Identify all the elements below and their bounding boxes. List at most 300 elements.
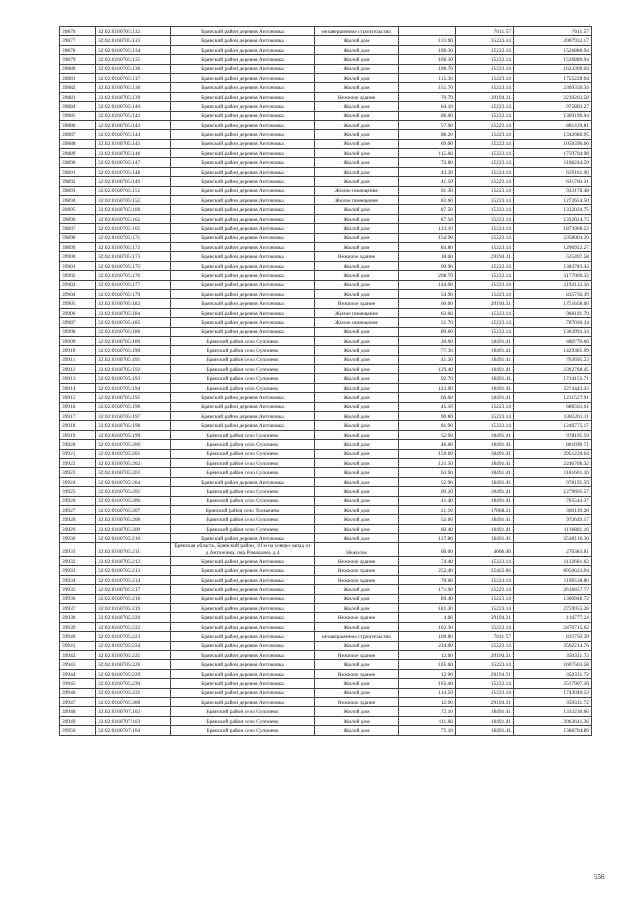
table-row — [60, 271, 592, 280]
row-number-cell: 39932 — [60, 557, 96, 566]
object-type-cell: Жилой дом — [315, 707, 399, 716]
area-cell: 64.10 — [399, 102, 456, 111]
object-type-cell: Жилой дом — [315, 111, 399, 120]
cadastral-number-cell: 32:02:0160705:222 — [96, 622, 171, 631]
address-cell: Брянская область, Брянский район, 10 м на северо-запад от д.Антоновка, пер.Ромашина, д.4 — [171, 543, 315, 557]
area-cell: 181.30 — [399, 604, 456, 613]
cadastral-value-cell: 2192132.16 — [514, 280, 592, 289]
row-number-cell: 39906 — [60, 308, 96, 317]
registry-sheet — [59, 26, 591, 736]
object-type-cell: Жилой дом — [315, 261, 399, 270]
cadastral-value-cell: 2063641.36 — [514, 716, 592, 725]
cadastral-number-cell: 32:02:0160705:144 — [96, 130, 171, 139]
object-type-cell: Жилое помещение — [315, 196, 399, 205]
cadastral-number-cell: 32:02:0160705:177 — [96, 280, 171, 289]
row-number-cell: 39902 — [60, 271, 96, 280]
object-type-cell: Жилой дом — [315, 158, 399, 167]
cadastral-number-cell: 32:02:0160705:206 — [96, 496, 171, 505]
unit-value-cell: 29194.31 — [456, 650, 514, 659]
unit-value-cell: 18491.41 — [456, 707, 514, 716]
row-number-cell: 39897 — [60, 224, 96, 233]
address-cell: Брянский район деревня Антоновка — [171, 55, 315, 64]
address-cell: Брянский район деревня Антоновка — [171, 27, 315, 36]
object-type-cell: Жилой дом — [315, 726, 399, 735]
object-type-cell: Жилой дом — [315, 120, 399, 129]
address-cell: Брянский район деревня Антоновка — [171, 233, 315, 242]
row-number-cell: 39947 — [60, 697, 96, 706]
unit-value-cell: 15223.14 — [456, 318, 514, 327]
address-cell: Брянский район деревня Антоновка — [171, 641, 315, 650]
address-cell: Брянский район деревня Антоновка — [171, 604, 315, 613]
object-type-cell: Жилой дом — [315, 224, 399, 233]
cadastral-number-cell: 32:02:0160705:132 — [96, 27, 171, 36]
cadastral-number-cell: 32:02:0160705:146 — [96, 149, 171, 158]
table-row — [60, 440, 592, 449]
row-number-cell: 39889 — [60, 149, 96, 158]
address-cell: Брянский район деревня Антоновка — [171, 308, 315, 317]
unit-value-cell: 18491.41 — [456, 534, 514, 543]
unit-value-cell: 15223.14 — [456, 167, 514, 176]
area-cell: 12.00 — [399, 650, 456, 659]
row-number-cell: 39887 — [60, 130, 96, 139]
object-type-cell: Жилой дом — [315, 271, 399, 280]
table-row — [60, 604, 592, 613]
table-row — [60, 252, 592, 261]
table-row — [60, 402, 592, 411]
cadastral-value-cell: 1751658.60 — [514, 299, 592, 308]
address-cell: Брянский район деревня Антоновка — [171, 280, 315, 289]
address-cell: Брянский район деревня Антоновка — [171, 92, 315, 101]
cadastral-number-cell: 32:02:0160705:193 — [96, 374, 171, 383]
table-row — [60, 233, 592, 242]
address-cell: Брянский район деревня Антоновка — [171, 83, 315, 92]
table-row — [60, 327, 592, 336]
unit-value-cell: 15223.14 — [456, 196, 514, 205]
cadastral-value-cell: 1363993.34 — [514, 327, 592, 336]
cadastral-number-cell: 32:02:0160705:194 — [96, 383, 171, 392]
table-row — [60, 45, 592, 54]
object-type-cell: Жилое помещение — [315, 308, 399, 317]
cadastral-value-cell: 116777.24 — [514, 613, 592, 622]
address-cell: Брянский район деревня Антоновка — [171, 158, 315, 167]
cadastral-value-cell: 1607563.58 — [514, 660, 592, 669]
table-row — [60, 355, 592, 364]
address-cell: Брянский район деревня Антоновка — [171, 697, 315, 706]
area-cell: 89.60 — [399, 327, 456, 336]
object-type-cell: Жилой дом — [315, 289, 399, 298]
area-cell: 54.90 — [399, 289, 456, 298]
area-cell: 90.90 — [399, 261, 456, 270]
unit-value-cell: 15223.14 — [456, 280, 514, 289]
area-cell — [399, 27, 456, 36]
unit-value-cell: 7611.57 — [456, 632, 514, 641]
row-number-cell: 39944 — [60, 669, 96, 678]
address-cell: Брянский район деревня Антоновка — [171, 214, 315, 223]
area-cell: 86.00 — [399, 111, 456, 120]
unit-value-cell: 18491.41 — [456, 440, 514, 449]
area-cell: 109.80 — [399, 632, 456, 641]
unit-value-cell: 15223.14 — [456, 679, 514, 688]
table-row — [60, 458, 592, 467]
cadastral-value-cell: 1342680.95 — [514, 130, 592, 139]
cadastral-value-cell: 350331.72 — [514, 650, 592, 659]
object-type-cell: Жилой дом — [315, 412, 399, 421]
table-row — [60, 120, 592, 129]
table-row — [60, 336, 592, 345]
cadastral-number-cell: 32:02:0160705:207 — [96, 505, 171, 514]
row-number-cell: 39890 — [60, 158, 96, 167]
cadastral-number-cell: 32:02:0160705:192 — [96, 365, 171, 374]
area-cell: 74.40 — [399, 557, 456, 566]
area-cell: 66.60 — [399, 393, 456, 402]
address-cell: Брянский район село Супонево — [171, 430, 315, 439]
unit-value-cell: 15223.14 — [456, 688, 514, 697]
area-cell: 137.80 — [399, 534, 456, 543]
area-cell: 83.60 — [399, 196, 456, 205]
table-row — [60, 660, 592, 669]
unit-value-cell: 15223.14 — [456, 120, 514, 129]
unit-value-cell: 18491.41 — [456, 393, 514, 402]
cadastral-number-cell: 32:02:0160705:137 — [96, 73, 171, 82]
cadastral-value-cell: 1279605.57 — [514, 487, 592, 496]
cadastral-value-cell: 1132601.62 — [514, 557, 592, 566]
object-type-cell: Жилой дом — [315, 45, 399, 54]
unit-value-cell: 15223.14 — [456, 205, 514, 214]
area-cell: 159.60 — [399, 449, 456, 458]
unit-value-cell: 18491.41 — [456, 524, 514, 533]
cadastral-number-cell: 32:02:0160705:204 — [96, 477, 171, 486]
cadastral-number-cell: 32:02:0160705:200 — [96, 440, 171, 449]
row-number-cell: 39878 — [60, 45, 96, 54]
address-cell: Брянский район село Супонево — [171, 440, 315, 449]
cadastral-value-cell: 1873968.53 — [514, 224, 592, 233]
object-type-cell: Жилой дом — [315, 468, 399, 477]
cadastral-number-cell: 32:02:0160705:199 — [96, 430, 171, 439]
row-number-cell: 39922 — [60, 458, 96, 467]
unit-value-cell: 17068.21 — [456, 505, 514, 514]
cadastral-number-cell: 32:02:0160705:175 — [96, 261, 171, 270]
unit-value-cell: 18491.41 — [456, 468, 514, 477]
object-type-cell: Нежилое здание — [315, 650, 399, 659]
cadastral-number-cell: 32:02:0160705:191 — [96, 355, 171, 364]
cadastral-number-cell: 32:02:0160705:176 — [96, 271, 171, 280]
area-cell: 41.30 — [399, 355, 456, 364]
cadastral-number-cell: 32:02:0160705:210 — [96, 534, 171, 543]
table-row — [60, 318, 592, 327]
table-row — [60, 534, 592, 543]
cadastral-number-cell: 32:02:0160705:151 — [96, 186, 171, 195]
area-cell: 87.50 — [399, 205, 456, 214]
table-row — [60, 102, 592, 111]
address-cell: Брянский район село Супонево — [171, 336, 315, 345]
unit-value-cell: 15223.14 — [456, 36, 514, 45]
object-type-cell: Жилой дом — [315, 393, 399, 402]
cadastral-value-cell: 933178.48 — [514, 186, 592, 195]
area-cell: 111.60 — [399, 716, 456, 725]
object-type-cell: Жилой дом — [315, 130, 399, 139]
address-cell: Брянский район деревня Антоновка — [171, 252, 315, 261]
cadastral-value-cell: 1116881.16 — [514, 524, 592, 533]
cadastral-value-cell: 1759794.98 — [514, 149, 592, 158]
cadastral-number-cell: 32:02:0160705:162 — [96, 214, 171, 223]
cadastral-value-cell: 659161.96 — [514, 167, 592, 176]
unit-value-cell: 15223.14 — [456, 271, 514, 280]
cadastral-number-cell: 32:02:0160705:202 — [96, 458, 171, 467]
unit-value-cell: 15223.14 — [456, 224, 514, 233]
area-cell: 171.90 — [399, 585, 456, 594]
row-number-cell: 39912 — [60, 365, 96, 374]
unit-value-cell: 29194.31 — [456, 697, 514, 706]
row-number-cell: 39924 — [60, 477, 96, 486]
address-cell: Брянский район деревня Антоновка — [171, 242, 315, 251]
object-type-cell: Нежилое здание — [315, 669, 399, 678]
object-type-cell: Жилой дом — [315, 327, 399, 336]
unit-value-cell: 15223.14 — [456, 575, 514, 584]
address-cell: Брянский район село Супонево — [171, 383, 315, 392]
cadastral-value-cell: 978195.59 — [514, 430, 592, 439]
unit-value-cell: 18491.41 — [456, 346, 514, 355]
cadastral-value-cell: 835750.39 — [514, 289, 592, 298]
object-type-cell: Жилой дом — [315, 280, 399, 289]
cadastral-value-cell: 2392788.45 — [514, 365, 592, 374]
table-row — [60, 383, 592, 392]
area-cell: 12.00 — [399, 697, 456, 706]
object-type-cell: Жилой дом — [315, 604, 399, 613]
area-cell: 51.70 — [399, 318, 456, 327]
row-number-cell: 39939 — [60, 622, 96, 631]
area-cell: 162.30 — [399, 622, 456, 631]
area-cell: 234.00 — [399, 641, 456, 650]
unit-value-cell: 18491.41 — [456, 374, 514, 383]
unit-value-cell: 18491.41 — [456, 515, 514, 524]
row-number-cell: 39877 — [60, 36, 96, 45]
cadastral-value-cell: 2239203.58 — [514, 92, 592, 101]
table-row — [60, 585, 592, 594]
unit-value-cell: 15223.14 — [456, 594, 514, 603]
table-row — [60, 716, 592, 725]
row-number-cell: 39903 — [60, 280, 96, 289]
cadastral-number-cell: 32:02:0160705:160 — [96, 205, 171, 214]
address-cell: Брянский район деревня Антоновка — [171, 196, 315, 205]
address-cell: Брянский район село Супонево — [171, 496, 315, 505]
area-cell: 129.40 — [399, 365, 456, 374]
unit-value-cell: 15223.14 — [456, 158, 514, 167]
area-cell: 87.50 — [399, 214, 456, 223]
cadastral-number-cell: 32:02:0160705:134 — [96, 45, 171, 54]
object-type-cell: Жилой дом — [315, 365, 399, 374]
area-cell: 63.90 — [399, 468, 456, 477]
unit-value-cell: 15223.14 — [456, 139, 514, 148]
cadastral-value-cell: 8950623.94 — [514, 566, 592, 575]
unit-value-cell: 15223.14 — [456, 308, 514, 317]
cadastral-number-cell: 32:02:0160705:229 — [96, 669, 171, 678]
table-row — [60, 524, 592, 533]
cadastral-value-cell: 1332024.75 — [514, 214, 592, 223]
row-number-cell: 39920 — [60, 440, 96, 449]
address-cell: Брянский район деревня Антоновка — [171, 64, 315, 73]
row-number-cell: 39913 — [60, 374, 96, 383]
object-type-cell: Нежилое здание — [315, 575, 399, 584]
unit-value-cell: 18491.41 — [456, 487, 514, 496]
unit-value-cell: 15223.14 — [456, 214, 514, 223]
area-cell: 123.10 — [399, 224, 456, 233]
row-number-cell: 39879 — [60, 55, 96, 64]
row-number-cell: 39907 — [60, 318, 96, 327]
cadastral-value-cell: 1272654.50 — [514, 196, 592, 205]
cadastral-value-cell: 1743049.53 — [514, 688, 592, 697]
cadastral-number-cell: 32:02:0160705:148 — [96, 167, 171, 176]
cadastral-number-cell: 32:02:0160705:149 — [96, 177, 171, 186]
cadastral-number-cell: 32:02:0160705:185 — [96, 318, 171, 327]
address-cell: Брянский район деревня Антоновка — [171, 688, 315, 697]
address-cell: Брянский район село Супонево — [171, 355, 315, 364]
area-cell: 105.60 — [399, 660, 456, 669]
address-cell: Брянский район село Супонево — [171, 487, 315, 496]
unit-value-cell: 18491.41 — [456, 365, 514, 374]
object-type-cell: Жилой дом — [315, 177, 399, 186]
object-type-cell: Жилой дом — [315, 430, 399, 439]
row-number-cell: 39927 — [60, 505, 96, 514]
address-cell: Брянский район деревня Антоновка — [171, 167, 315, 176]
object-type-cell: незавершенное строительство — [315, 27, 399, 36]
cadastral-number-cell: 32:02:0160705:211 — [96, 543, 171, 557]
cadastral-number-cell: 32:02:0160705:217 — [96, 585, 171, 594]
address-cell: Брянский район деревня Антоновка — [171, 594, 315, 603]
table-row — [60, 430, 592, 439]
unit-value-cell: 18491.41 — [456, 458, 514, 467]
table-row — [60, 374, 592, 383]
table-row — [60, 412, 592, 421]
unit-value-cell: 29194.31 — [456, 669, 514, 678]
cadastral-value-cell: 1714153.71 — [514, 374, 592, 383]
unit-value-cell: 18491.41 — [456, 383, 514, 392]
row-number-cell: 39940 — [60, 632, 96, 641]
cadastral-value-cell: 686563.61 — [514, 402, 592, 411]
area-cell: 72.10 — [399, 707, 456, 716]
address-cell: Брянский район деревня Антоновка — [171, 477, 315, 486]
cadastral-number-cell: 32:02:0160705:171 — [96, 233, 171, 242]
address-cell: Брянский район деревня Антоновка — [171, 585, 315, 594]
area-cell: 89.40 — [399, 594, 456, 603]
table-row — [60, 613, 592, 622]
area-cell: 151.70 — [399, 83, 456, 92]
address-cell: Брянский район деревня Антоновка — [171, 130, 315, 139]
cadastral-number-cell: 32:02:0160705:142 — [96, 111, 171, 120]
row-number-cell: 39936 — [60, 594, 96, 603]
cadastral-value-cell: 525497.58 — [514, 252, 592, 261]
cadastral-value-cell: 631760.31 — [514, 177, 592, 186]
area-cell: 115.60 — [399, 149, 456, 158]
unit-value-cell: 18491.41 — [456, 336, 514, 345]
unit-value-cell: 29194.31 — [456, 92, 514, 101]
row-number-cell: 39929 — [60, 524, 96, 533]
row-number-cell: 39930 — [60, 534, 96, 543]
area-cell: 18.00 — [399, 252, 456, 261]
object-type-cell: Жилой дом — [315, 336, 399, 345]
area-cell: 45.10 — [399, 402, 456, 411]
address-cell: Брянский район деревня Антоновка — [171, 271, 315, 280]
table-row — [60, 224, 592, 233]
cadastral-value-cell: 1382261.11 — [514, 412, 592, 421]
area-cell: 121.50 — [399, 458, 456, 467]
cadastral-value-cell: 2616857.77 — [514, 585, 592, 594]
area-cell: 57.90 — [399, 120, 456, 129]
cadastral-number-cell: 32:02:0160705:139 — [96, 92, 171, 101]
row-number-cell: 39923 — [60, 468, 96, 477]
row-number-cell: 39908 — [60, 327, 96, 336]
cadastral-number-cell: 32:02:0160705:220 — [96, 613, 171, 622]
area-cell: 52.90 — [399, 430, 456, 439]
cadastral-value-cell: 1526880.94 — [514, 55, 592, 64]
cadastral-number-cell: 32:02:0160705:147 — [96, 158, 171, 167]
object-type-cell: Жилой дом — [315, 440, 399, 449]
object-type-cell: Жилой дом — [315, 73, 399, 82]
unit-value-cell: 18491.41 — [456, 496, 514, 505]
object-type-cell: Жилой дом — [315, 55, 399, 64]
cadastral-value-cell: 1108244.59 — [514, 158, 592, 167]
cadastral-number-cell: 32:02:0160705:218 — [96, 594, 171, 603]
cadastral-number-cell: 32:02:0160705:225 — [96, 650, 171, 659]
unit-value-cell: 15223.14 — [456, 83, 514, 92]
cadastral-number-cell: 32:02:0160705:230 — [96, 679, 171, 688]
address-cell: Брянский район село Супонево — [171, 515, 315, 524]
cadastral-value-cell: 1309190.04 — [514, 111, 592, 120]
address-cell: Брянский район деревня Антоновка — [171, 139, 315, 148]
row-number-cell: 39901 — [60, 261, 96, 270]
table-row — [60, 289, 592, 298]
address-cell: Брянский район деревня Антоновка — [171, 679, 315, 688]
row-number-cell: 39914 — [60, 383, 96, 392]
address-cell: Брянский район деревня Антоновка — [171, 613, 315, 622]
area-cell: 72.80 — [399, 158, 456, 167]
object-type-cell: Жилой дом — [315, 64, 399, 73]
table-row — [60, 557, 592, 566]
unit-value-cell: 15223.14 — [456, 261, 514, 270]
cadastral-number-cell: 32:02:0160705:140 — [96, 102, 171, 111]
row-number-cell: 39886 — [60, 120, 96, 129]
row-number-cell: 39915 — [60, 393, 96, 402]
unit-value-cell: 15223.14 — [456, 604, 514, 613]
cadastral-value-cell: 835750.39 — [514, 632, 592, 641]
object-type-cell: Жилой дом — [315, 139, 399, 148]
table-row — [60, 149, 592, 158]
table-row — [60, 566, 592, 575]
object-type-cell: Жилой дом — [315, 622, 399, 631]
address-cell: Брянский район деревня Антоновка — [171, 73, 315, 82]
cadastral-number-cell: 32:02:0160705:190 — [96, 346, 171, 355]
cadastral-value-cell: 763695.23 — [514, 355, 592, 364]
address-cell: Брянский район деревня Антоновка — [171, 318, 315, 327]
cadastral-number-cell: 32:02:0160705:198 — [96, 421, 171, 430]
cadastral-value-cell: 350331.72 — [514, 697, 592, 706]
cadastral-value-cell: 1526880.94 — [514, 45, 592, 54]
cadastral-value-cell: 968191.70 — [514, 308, 592, 317]
row-number-cell: 39891 — [60, 167, 96, 176]
row-number-cell: 39896 — [60, 214, 96, 223]
row-number-cell: 39935 — [60, 585, 96, 594]
cadastral-number-cell: 32:02:0160705:152 — [96, 196, 171, 205]
unit-value-cell: 15223.14 — [456, 622, 514, 631]
cadastral-value-cell: 2358064.39 — [514, 233, 592, 242]
object-type-cell: Жилой дом — [315, 242, 399, 251]
table-row — [60, 505, 592, 514]
area-cell: 208.70 — [399, 271, 456, 280]
cadastral-number-cell: 32:02:0160705:203 — [96, 468, 171, 477]
area-cell: 154.90 — [399, 233, 456, 242]
address-cell: Брянский район село Супонево — [171, 458, 315, 467]
table-row — [60, 177, 592, 186]
unit-value-cell: 15223.14 — [456, 177, 514, 186]
